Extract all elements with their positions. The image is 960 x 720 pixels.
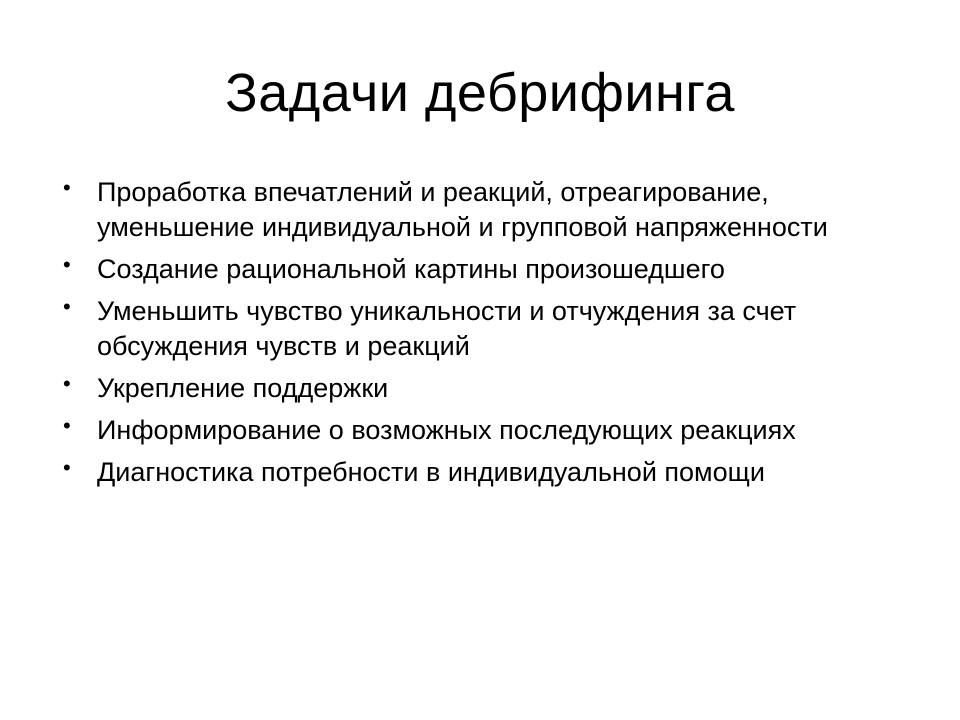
bullet-icon: •: [63, 175, 71, 200]
bullet-text: Информирование о возможных последующих реакциях: [97, 415, 796, 445]
bullet-icon: •: [63, 413, 71, 438]
bullet-icon: •: [63, 294, 71, 319]
bullet-item: [60, 371, 900, 406]
bullet-icon: •: [63, 455, 71, 480]
bullet-text: Уменьшить чувство уникальности и отчуждения за счет обсуждения чувств и реакций: [97, 296, 797, 361]
bullet-icon: •: [63, 252, 71, 277]
bullet-item: [60, 294, 900, 364]
bullet-item: [60, 175, 900, 245]
bullet-text: Проработка впечатлений и реакций, отреагирование, уменьшение индивидуальной и групповой напряженности: [97, 177, 828, 242]
bullet-item: [60, 252, 900, 287]
slide-title: Задачи дебрифинга: [225, 63, 735, 123]
bullet-item: [60, 413, 900, 448]
bullet-icon: •: [63, 371, 71, 396]
bullet-text: Укрепление поддержки: [97, 373, 389, 403]
bullet-text: Создание рациональной картины произошедшего: [97, 254, 725, 284]
bullet-list: [60, 175, 900, 497]
bullet-item: [60, 455, 900, 490]
bullet-text: Диагностика потребности в индивидуальной помощи: [97, 457, 765, 487]
